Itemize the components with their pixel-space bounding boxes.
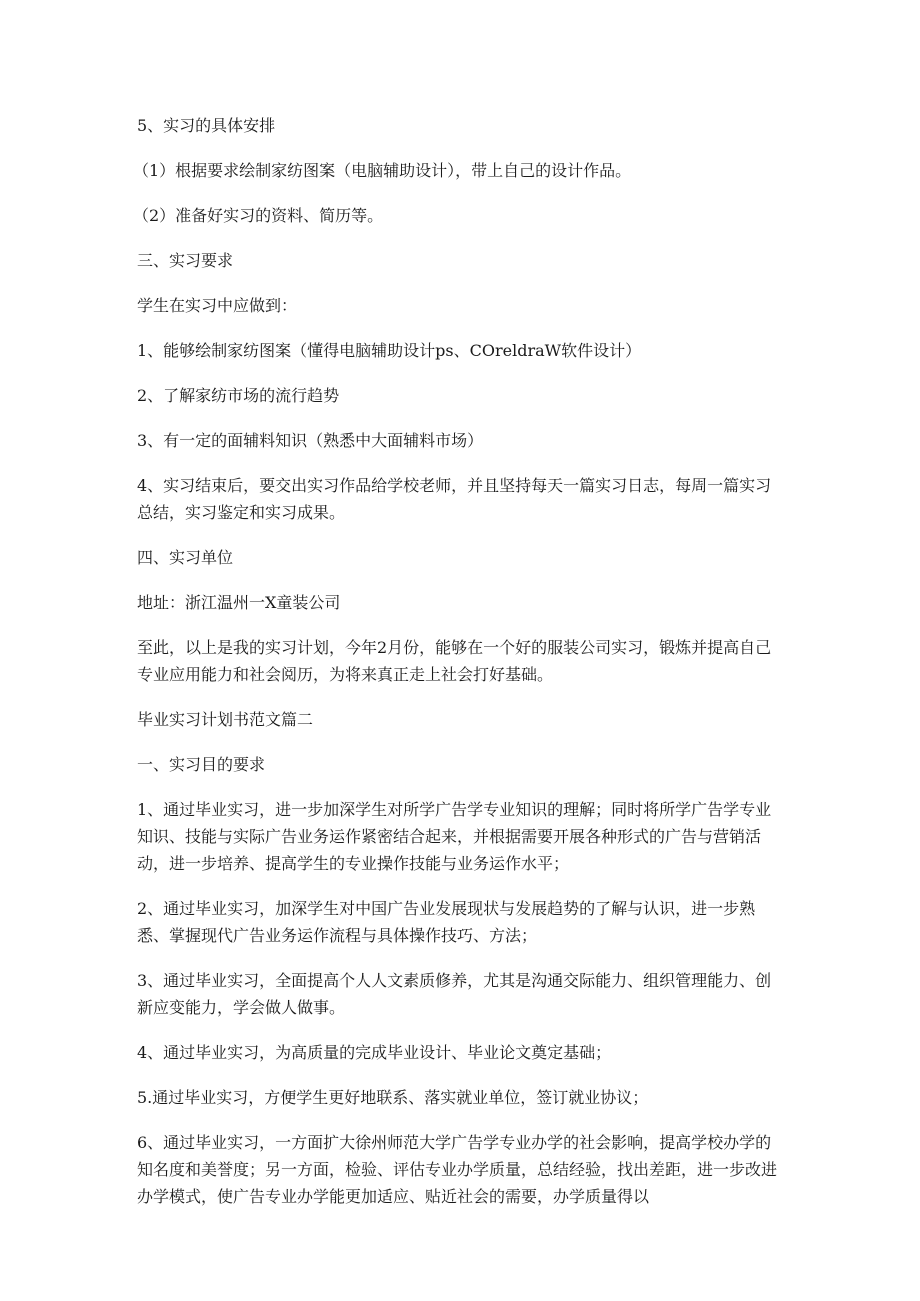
paragraph-arrangement-item-1: （1）根据要求绘制家纺图案（电脑辅助设计），带上自己的设计作品。	[133, 161, 632, 180]
document-body	[133, 112, 787, 1228]
section-heading-unit: 四、实习单位	[137, 548, 234, 567]
section-heading-objectives: 一、实习目的要求	[137, 755, 266, 774]
paragraph-requirements-intro: 学生在实习中应做到：	[137, 296, 298, 315]
paragraph-objective-6: 6、通过毕业实习，一方面扩大徐州师范大学广告学专业办学的社会影响，提高学校办学的知名度和美誉度；另一方面，检验、评估专业办学质量，总结经验，找出差距，进一步改进办学模式，使广告专业办学能更加适应、贴近社会的需要，办学质量得以	[137, 1133, 778, 1206]
paragraph-requirement-2: 2、了解家纺市场的流行趋势	[137, 386, 340, 405]
paragraph-arrangement-heading: 5、实习的具体安排	[137, 116, 276, 135]
paragraph-objective-5: 5.通过毕业实习，方便学生更好地联系、落实就业单位，签订就业协议；	[137, 1088, 649, 1107]
paragraph-requirement-1: 1、能够绘制家纺图案（懂得电脑辅助设计ps、COreldraW软件设计）	[137, 341, 642, 360]
paragraph-requirement-4: 4、实习结束后，要交出实习作品给学校老师，并且坚持每天一篇实习日志，每周一篇实习总结，实习鉴定和实习成果。	[137, 476, 772, 522]
paragraph-address: 地址：浙江温州一X童装公司	[137, 593, 341, 612]
paragraph-objective-2: 2、通过毕业实习，加深学生对中国广告业发展现状与发展趋势的了解与认识，进一步熟悉、掌握现代广告业务运作流程与具体操作技巧、方法；	[137, 899, 756, 945]
section-heading-requirements: 三、实习要求	[137, 251, 234, 270]
paragraph-objective-3: 3、通过毕业实习，全面提高个人人文素质修养，尤其是沟通交际能力、组织管理能力、创新应变能力，学会做人做事。	[137, 971, 772, 1017]
paragraph-objective-4: 4、通过毕业实习，为高质量的完成毕业设计、毕业论文奠定基础；	[137, 1043, 612, 1062]
paragraph-objective-1: 1、通过毕业实习，进一步加深学生对所学广告学专业知识的理解；同时将所学广告学专业知识、技能与实际广告业务运作紧密结合起来，并根据需要开展各种形式的广告与营销活动，进一步培养、提高学生的专业操作技能与业务运作水平；	[137, 800, 772, 873]
paragraph-arrangement-item-2: （2）准备好实习的资料、简历等。	[133, 206, 384, 225]
paragraph-conclusion: 至此，以上是我的实习计划，今年2月份，能够在一个好的服装公司实习，锻炼并提高自己专业应用能力和社会阅历，为将来真正走上社会打好基础。	[137, 638, 772, 684]
article-title-part-two: 毕业实习计划书范文篇二	[137, 710, 314, 729]
paragraph-requirement-3: 3、有一定的面辅料知识（熟悉中大面辅料市场）	[137, 431, 484, 450]
